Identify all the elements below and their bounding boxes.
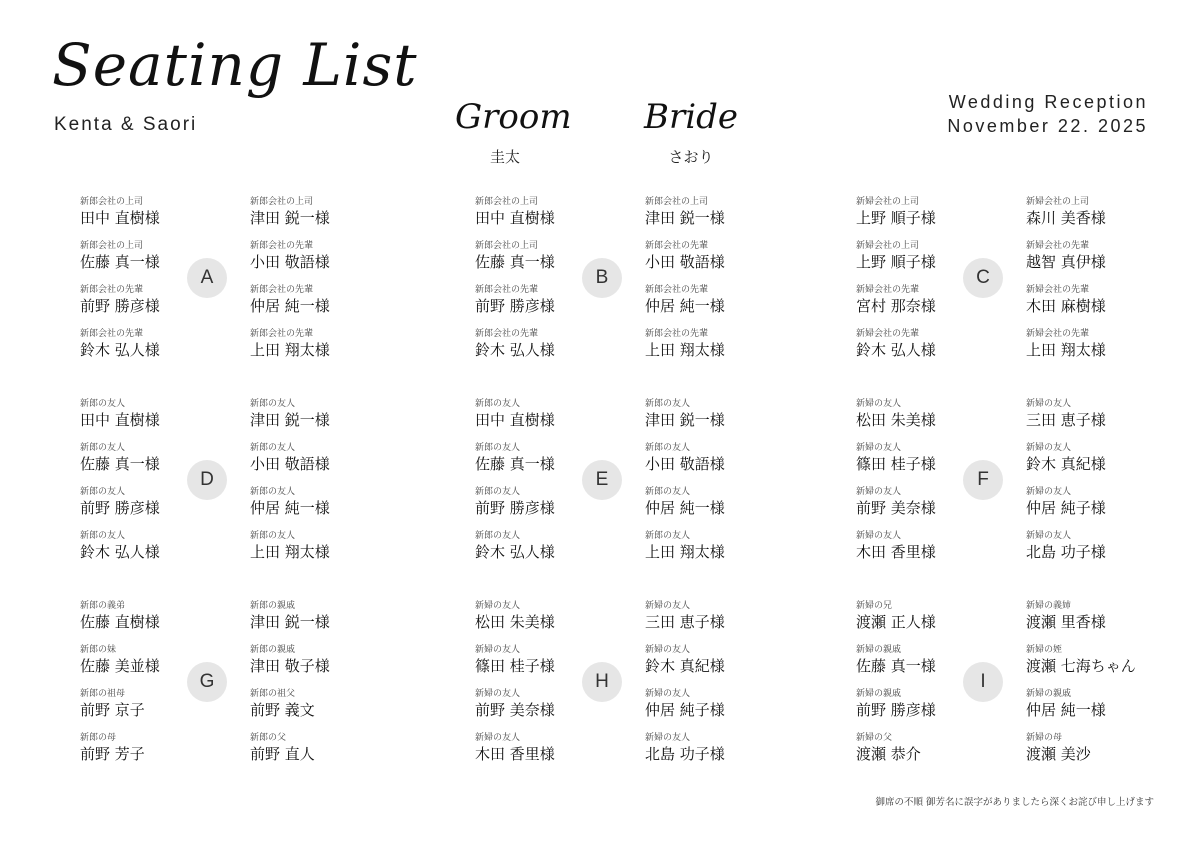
guest-entry <box>1026 328 1151 372</box>
table-badge: E <box>582 460 622 500</box>
guest-entry <box>475 530 600 574</box>
guest-relation: 新婦会社の上司 <box>1026 197 1090 207</box>
guest-relation: 新郎会社の上司 <box>80 197 144 207</box>
guest-name: 越智 真伊様 <box>1026 253 1106 271</box>
guest-entry <box>856 284 981 328</box>
guest-relation: 新婦の友人 <box>856 531 902 541</box>
guest-name: 田中 直樹様 <box>80 209 160 227</box>
guest-relation: 新婦の姪 <box>1026 645 1063 655</box>
guest-name: 上野 順子様 <box>856 253 936 271</box>
guest-name: 津田 敬子様 <box>250 657 330 675</box>
guest-relation: 新郎の友人 <box>80 443 126 453</box>
event-title: Wedding Reception <box>948 92 1148 112</box>
guest-name: 前野 直人 <box>250 745 315 763</box>
guest-entry <box>250 600 375 644</box>
guest-relation: 新婦の友人 <box>856 399 902 409</box>
guest-relation: 新婦の父 <box>856 733 893 743</box>
guest-name: 上野 順子様 <box>856 209 936 227</box>
guest-column-right <box>1026 600 1151 776</box>
bride-block <box>636 97 746 167</box>
table-badge: G <box>187 662 227 702</box>
guest-relation: 新郎会社の先輩 <box>645 285 709 295</box>
event-info <box>947 90 1148 138</box>
guest-relation: 新婦の友人 <box>645 645 691 655</box>
guest-name: 佐藤 美並様 <box>80 657 160 675</box>
guest-name: 上田 翔太様 <box>250 341 330 359</box>
guest-relation: 新郎の友人 <box>475 443 521 453</box>
guest-entry <box>250 328 375 372</box>
guest-entry <box>856 732 981 776</box>
table-badge: H <box>582 662 622 702</box>
guest-relation: 新郎の親戚 <box>250 601 296 611</box>
guest-entry <box>1026 442 1151 486</box>
guest-relation: 新婦会社の先輩 <box>1026 241 1090 251</box>
guest-entry <box>645 688 770 732</box>
guest-name: 渡瀬 恭介 <box>856 745 921 763</box>
guest-name: 鈴木 真紀様 <box>645 657 725 675</box>
groom-name: 圭太 <box>489 148 520 166</box>
guest-column-right <box>645 398 770 574</box>
guest-relation: 新郎の友人 <box>645 399 691 409</box>
guest-name: 北島 功子様 <box>645 745 725 763</box>
guest-entry <box>475 328 600 372</box>
guest-name: 前野 美奈様 <box>475 701 555 719</box>
guest-relation: 新婦の兄 <box>856 601 893 611</box>
guest-name: 上田 翔太様 <box>250 543 330 561</box>
guest-entry <box>856 688 981 732</box>
guest-relation: 新婦の友人 <box>645 689 691 699</box>
guest-name: 津田 鋭一様 <box>250 613 330 631</box>
guest-name: 前野 勝彦様 <box>475 297 555 315</box>
guest-relation: 新郎の母 <box>80 733 117 743</box>
guest-relation: 新郎の友人 <box>250 399 296 409</box>
event-date: November 22. 2025 <box>947 116 1148 136</box>
guest-entry <box>250 530 375 574</box>
guest-entry <box>475 196 600 240</box>
guest-name: 小田 敬語様 <box>645 455 725 473</box>
guest-entry <box>1026 240 1151 284</box>
guest-entry <box>250 284 375 328</box>
table-f <box>856 398 1156 573</box>
guest-entry <box>645 328 770 372</box>
guest-name: 前野 勝彦様 <box>475 499 555 517</box>
guest-entry <box>1026 196 1151 240</box>
guest-entry <box>645 284 770 328</box>
guest-entry <box>250 732 375 776</box>
guest-name: 宮村 那奈様 <box>856 297 936 315</box>
guest-relation: 新婦の友人 <box>1026 487 1072 497</box>
guest-entry <box>80 732 205 776</box>
guest-entry <box>250 240 375 284</box>
guest-name: 仲居 純一様 <box>250 499 330 517</box>
guest-name: 前野 芳子 <box>80 745 145 763</box>
guest-entry <box>80 486 205 530</box>
guest-relation: 新郎会社の先輩 <box>80 329 144 339</box>
guest-column-left <box>80 196 205 372</box>
table-badge: C <box>963 258 1003 298</box>
guest-relation: 新郎会社の先輩 <box>645 329 709 339</box>
guest-relation: 新郎会社の上司 <box>475 197 539 207</box>
page-title: Seating List <box>52 31 418 99</box>
guest-relation: 新郎の妹 <box>80 645 117 655</box>
guest-relation: 新婦の親戚 <box>856 689 902 699</box>
footer-note: 御席の不順 御芳名に誤字がありましたら深くお詫び申し上げます <box>875 797 1154 808</box>
guest-entry <box>856 196 981 240</box>
guest-entry <box>80 328 205 372</box>
guest-relation: 新郎の友人 <box>475 487 521 497</box>
guest-name: 木田 香里様 <box>475 745 555 763</box>
guest-relation: 新郎会社の上司 <box>250 197 314 207</box>
guest-entry <box>250 486 375 530</box>
guest-name: 前野 勝彦様 <box>80 499 160 517</box>
guest-name: 鈴木 弘人様 <box>80 543 160 561</box>
table-c <box>856 196 1156 371</box>
guest-name: 渡瀬 正人様 <box>856 613 936 631</box>
table-badge: I <box>963 662 1003 702</box>
guest-name: 仲居 純一様 <box>250 297 330 315</box>
guest-name: 北島 功子様 <box>1026 543 1106 561</box>
table-i <box>856 600 1156 775</box>
guest-relation: 新郎会社の上司 <box>475 241 539 251</box>
guest-name: 松田 朱美様 <box>856 411 936 429</box>
guest-name: 佐藤 真一様 <box>475 253 555 271</box>
guest-column-right <box>1026 398 1151 574</box>
guest-entry <box>645 644 770 688</box>
guest-relation: 新婦の友人 <box>645 601 691 611</box>
guest-name: 佐藤 真一様 <box>856 657 936 675</box>
guest-relation: 新郎の友人 <box>645 531 691 541</box>
guest-name: 篠田 桂子様 <box>856 455 936 473</box>
guest-name: 小田 敬語様 <box>645 253 725 271</box>
guest-column-right <box>1026 196 1151 372</box>
guest-entry <box>80 600 205 644</box>
guest-entry <box>250 442 375 486</box>
guest-relation: 新郎会社の上司 <box>80 241 144 251</box>
guest-relation: 新郎の祖父 <box>250 689 296 699</box>
guest-entry <box>1026 398 1151 442</box>
bride-name: さおり <box>668 148 714 166</box>
guest-name: 鈴木 弘人様 <box>856 341 936 359</box>
guest-name: 津田 鋭一様 <box>645 209 725 227</box>
guest-name: 津田 鋭一様 <box>250 209 330 227</box>
guest-name: 田中 直樹様 <box>475 209 555 227</box>
guest-entry <box>475 486 600 530</box>
guest-column-right <box>645 196 770 372</box>
guest-relation: 新婦の友人 <box>1026 443 1072 453</box>
guest-relation: 新婦の友人 <box>1026 531 1072 541</box>
guest-name: 前野 勝彦様 <box>856 701 936 719</box>
guest-name: 小田 敬語様 <box>250 253 330 271</box>
guest-name: 田中 直樹様 <box>475 411 555 429</box>
guest-name: 渡瀬 美沙 <box>1026 745 1091 763</box>
guest-name: 佐藤 真一様 <box>80 253 160 271</box>
table-e <box>475 398 775 573</box>
guest-relation: 新婦会社の先輩 <box>1026 285 1090 295</box>
guest-entry <box>645 240 770 284</box>
guest-relation: 新郎の友人 <box>80 531 126 541</box>
guest-entry <box>250 688 375 732</box>
guest-name: 津田 鋭一様 <box>645 411 725 429</box>
guest-name: 津田 鋭一様 <box>250 411 330 429</box>
guest-relation: 新郎の祖母 <box>80 689 126 699</box>
guest-column-left <box>80 398 205 574</box>
guest-relation: 新郎の友人 <box>475 531 521 541</box>
guest-relation: 新郎の友人 <box>80 487 126 497</box>
guest-entry <box>250 644 375 688</box>
guest-entry <box>1026 688 1151 732</box>
guest-entry <box>1026 486 1151 530</box>
guest-name: 田中 直樹様 <box>80 411 160 429</box>
guest-name: 木田 麻樹様 <box>1026 297 1106 315</box>
guest-name: 佐藤 真一様 <box>475 455 555 473</box>
guest-name: 佐藤 真一様 <box>80 455 160 473</box>
guest-name: 前野 京子 <box>80 701 145 719</box>
guest-name: 佐藤 直樹様 <box>80 613 160 631</box>
guest-relation: 新郎会社の先輩 <box>250 285 314 295</box>
table-h <box>475 600 775 775</box>
guest-relation: 新婦の友人 <box>1026 399 1072 409</box>
guest-relation: 新郎会社の先輩 <box>475 329 539 339</box>
guest-entry <box>856 328 981 372</box>
guest-relation: 新郎会社の先輩 <box>475 285 539 295</box>
guest-entry <box>80 196 205 240</box>
guest-name: 上田 翔太様 <box>645 341 725 359</box>
guest-entry <box>1026 644 1151 688</box>
guest-entry <box>645 732 770 776</box>
guest-relation: 新郎の友人 <box>250 487 296 497</box>
guest-name: 三田 恵子様 <box>1026 411 1106 429</box>
guest-entry <box>856 398 981 442</box>
guest-name: 鈴木 弘人様 <box>475 341 555 359</box>
guest-relation: 新婦会社の先輩 <box>856 285 920 295</box>
guest-name: 鈴木 真紀様 <box>1026 455 1106 473</box>
table-g <box>80 600 380 775</box>
guest-column-left <box>475 196 600 372</box>
guest-entry <box>475 732 600 776</box>
bride-label: Bride <box>644 97 738 137</box>
guest-relation: 新婦会社の上司 <box>856 241 920 251</box>
table-badge: D <box>187 460 227 500</box>
guest-entry <box>475 284 600 328</box>
guest-column-right <box>250 398 375 574</box>
guest-relation: 新婦の親戚 <box>856 645 902 655</box>
guest-name: 前野 勝彦様 <box>80 297 160 315</box>
guest-entry <box>1026 530 1151 574</box>
guest-entry <box>475 600 600 644</box>
guest-entry <box>856 530 981 574</box>
guest-column-left <box>475 398 600 574</box>
guest-entry <box>80 688 205 732</box>
guest-name: 森川 美香様 <box>1026 209 1106 227</box>
guest-relation: 新婦の友人 <box>475 733 521 743</box>
guest-name: 仲居 純一様 <box>1026 701 1106 719</box>
guest-relation: 新郎の父 <box>250 733 287 743</box>
guest-column-left <box>475 600 600 776</box>
guest-name: 仲居 純一様 <box>645 297 725 315</box>
guest-relation: 新郎の友人 <box>475 399 521 409</box>
guest-column-left <box>856 600 981 776</box>
guest-name: 松田 朱美様 <box>475 613 555 631</box>
table-badge: F <box>963 460 1003 500</box>
guest-entry <box>645 196 770 240</box>
guest-name: 前野 義文 <box>250 701 315 719</box>
guest-name: 渡瀬 七海ちゃん <box>1026 657 1136 675</box>
guest-column-left <box>856 398 981 574</box>
table-b <box>475 196 775 371</box>
guest-relation: 新婦の友人 <box>856 487 902 497</box>
guest-entry <box>1026 600 1151 644</box>
guest-relation: 新郎の友人 <box>250 531 296 541</box>
guest-name: 上田 翔太様 <box>645 543 725 561</box>
guest-relation: 新婦会社の先輩 <box>1026 329 1090 339</box>
guest-relation: 新婦の義姉 <box>1026 601 1072 611</box>
couple-names: Kenta & Saori <box>54 114 198 135</box>
guest-relation: 新婦の友人 <box>856 443 902 453</box>
table-d <box>80 398 380 573</box>
guest-relation: 新郎の友人 <box>80 399 126 409</box>
guest-entry <box>250 196 375 240</box>
guest-name: 三田 恵子様 <box>645 613 725 631</box>
guest-entry <box>645 442 770 486</box>
guest-name: 鈴木 弘人様 <box>80 341 160 359</box>
guest-name: 渡瀬 里香様 <box>1026 613 1106 631</box>
guest-entry <box>645 600 770 644</box>
guest-relation: 新婦の友人 <box>475 689 521 699</box>
guest-relation: 新婦の母 <box>1026 733 1063 743</box>
guest-entry <box>1026 284 1151 328</box>
guest-name: 上田 翔太様 <box>1026 341 1106 359</box>
guest-entry <box>80 398 205 442</box>
groom-block <box>455 97 572 167</box>
guest-entry <box>1026 732 1151 776</box>
guest-relation: 新郎の義弟 <box>80 601 126 611</box>
guest-relation: 新郎会社の先輩 <box>250 241 314 251</box>
guest-relation: 新郎会社の上司 <box>645 197 709 207</box>
guest-entry <box>645 486 770 530</box>
guest-name: 鈴木 弘人様 <box>475 543 555 561</box>
guest-column-left <box>856 196 981 372</box>
guest-entry <box>645 530 770 574</box>
guest-relation: 新婦会社の先輩 <box>856 329 920 339</box>
guest-relation: 新婦会社の上司 <box>856 197 920 207</box>
guest-relation: 新郎会社の先輩 <box>645 241 709 251</box>
guest-relation: 新婦の友人 <box>645 733 691 743</box>
guest-entry <box>80 284 205 328</box>
guest-entry <box>645 398 770 442</box>
guest-relation: 新郎の親戚 <box>250 645 296 655</box>
table-a <box>80 196 380 371</box>
guest-name: 仲居 純子様 <box>645 701 725 719</box>
guest-entry <box>475 398 600 442</box>
guest-entry <box>475 688 600 732</box>
guest-relation: 新郎会社の先輩 <box>250 329 314 339</box>
guest-name: 篠田 桂子様 <box>475 657 555 675</box>
guest-entry <box>250 398 375 442</box>
guest-relation: 新婦の友人 <box>475 645 521 655</box>
guest-name: 小田 敬語様 <box>250 455 330 473</box>
guest-entry <box>856 486 981 530</box>
guest-relation: 新婦の親戚 <box>1026 689 1072 699</box>
table-badge: B <box>582 258 622 298</box>
guest-name: 仲居 純子様 <box>1026 499 1106 517</box>
guest-column-right <box>250 600 375 776</box>
guest-name: 木田 香里様 <box>856 543 936 561</box>
guest-entry <box>856 600 981 644</box>
guest-name: 仲居 純一様 <box>645 499 725 517</box>
groom-label: Groom <box>455 97 572 137</box>
guest-column-left <box>80 600 205 776</box>
guest-relation: 新郎の友人 <box>645 487 691 497</box>
guest-column-right <box>645 600 770 776</box>
guest-relation: 新郎の友人 <box>250 443 296 453</box>
table-badge: A <box>187 258 227 298</box>
guest-relation: 新郎の友人 <box>645 443 691 453</box>
guest-name: 前野 美奈様 <box>856 499 936 517</box>
guest-relation: 新郎会社の先輩 <box>80 285 144 295</box>
guest-column-right <box>250 196 375 372</box>
guest-relation: 新婦の友人 <box>475 601 521 611</box>
guest-entry <box>80 530 205 574</box>
